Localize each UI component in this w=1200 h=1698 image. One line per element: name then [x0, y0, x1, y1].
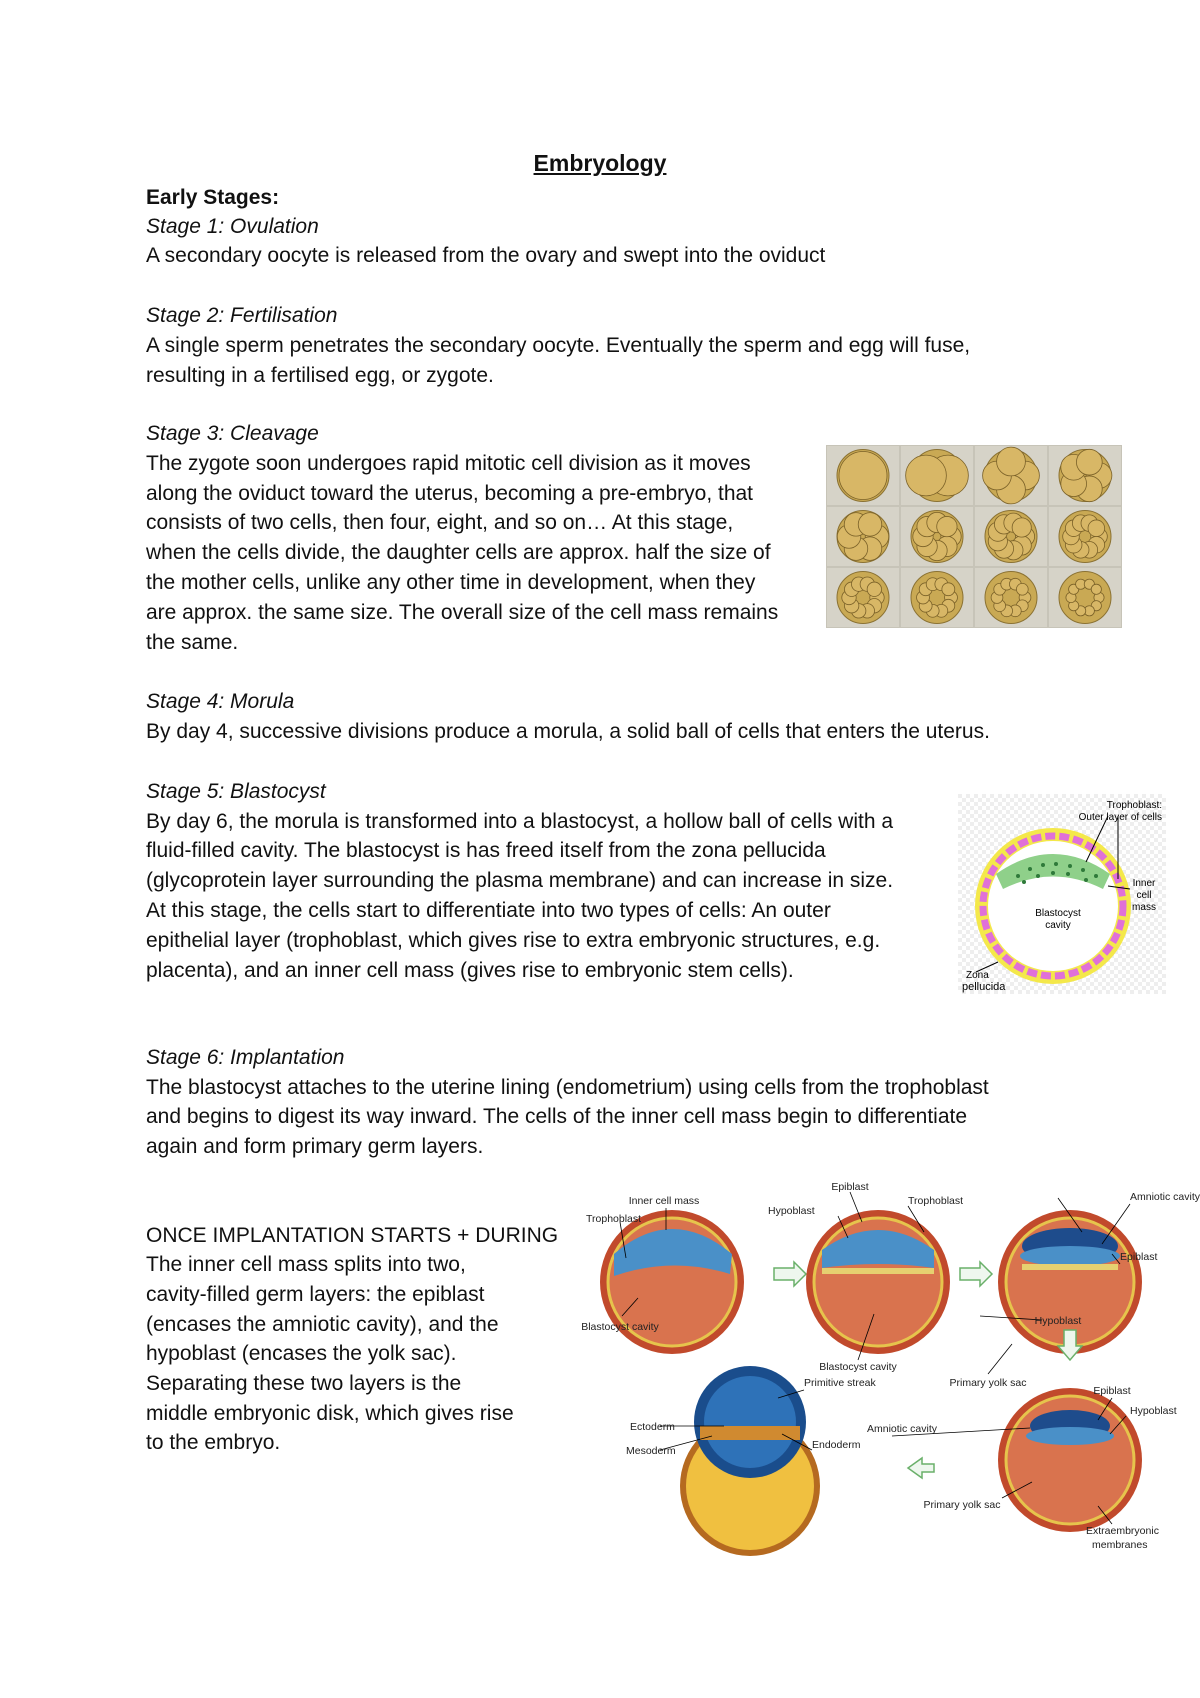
implantation-line: (encases the amniotic cavity), and the: [146, 1313, 499, 1336]
stage-6-line: The blastocyst attaches to the uterine lining (endometrium) using cells from the trophoblast: [146, 1076, 989, 1099]
stage-1-line: A secondary oocyte is released from the ovary and swept into the oviduct: [146, 244, 826, 267]
blastomere: [937, 516, 957, 536]
label-primary-yolk-sac-2: Primary yolk sac: [923, 1499, 1001, 1511]
stage-1-heading: Stage 1: Ovulation: [146, 215, 319, 238]
label-amniotic-cavity: Amniotic cavity: [1130, 1191, 1200, 1203]
label-pellucida: pellucida: [962, 981, 1006, 993]
implantation-line: middle embryonic disk, which gives rise: [146, 1402, 514, 1425]
label-primitive-streak: Primitive streak: [804, 1377, 876, 1389]
stage-5-line: (glycoprotein layer surrounding the plasma membrane) and can increase in size.: [146, 869, 894, 892]
blastomere: [867, 582, 881, 596]
label-ectoderm: Ectoderm: [630, 1421, 675, 1433]
stage-3-line: when the cells divide, the daughter cells are approx. half the size of: [146, 541, 771, 564]
blastomere: [1076, 449, 1102, 475]
stage-5-heading: Stage 5: Blastocyst: [146, 780, 326, 803]
stage-6-line: again and form primary germ layers.: [146, 1135, 484, 1158]
blastomere: [1012, 518, 1031, 537]
arrow-right-icon: [774, 1262, 806, 1286]
label-cavity: cavity: [1045, 920, 1071, 931]
implantation-line: The inner cell mass splits into two,: [146, 1253, 466, 1276]
blastomere: [1091, 584, 1101, 594]
label-blastocyst-cavity: Blastocyst cavity: [581, 1321, 659, 1333]
label-epiblast-2: Epiblast: [1120, 1251, 1158, 1263]
stage-3-line: the same.: [146, 631, 239, 654]
label-epiblast: Epiblast: [831, 1181, 869, 1193]
stage-6-heading: Stage 6: Implantation: [146, 1046, 345, 1069]
label-mass: mass: [1132, 902, 1156, 913]
implantation-line: Separating these two layers is the: [146, 1372, 462, 1395]
label-amniotic-cavity-2: Amniotic cavity: [866, 1423, 938, 1435]
label-trophoblast: Trophoblast:: [1106, 800, 1162, 811]
label-trophoblast-2: Trophoblast: [908, 1195, 964, 1207]
stage-2-line: resulting in a fertilised egg, or zygote.: [146, 364, 494, 387]
implantation-line: hypoblast (encases the yolk sac).: [146, 1342, 457, 1365]
blastomere: [858, 513, 882, 537]
stage-2-heading: Stage 2: Fertilisation: [146, 304, 338, 327]
label-inner: Inner: [1132, 878, 1156, 889]
stage-5-line: At this stage, the cells start to differentiate into two types of cells: An outer: [146, 899, 831, 922]
implantation-diagram: [581, 1164, 1200, 1552]
label-outer-layer: Outer layer of cells: [1078, 812, 1162, 823]
embryo-stage-5: [680, 1366, 820, 1556]
section-heading-early-stages: Early Stages:: [146, 186, 280, 209]
label-inner-cell-mass: Inner cell mass: [628, 1195, 700, 1207]
blastomere: [997, 447, 1026, 476]
stage-3-line: consists of two cells, then four, eight, and so on… At this stage,: [146, 511, 734, 534]
stage-6-line: and begins to digest its way inward. The cells of the inner cell mass begin to differentiate: [146, 1105, 968, 1128]
label-blastocyst: Blastocyst: [1035, 908, 1081, 919]
stage-3-line: are approx. the same size. The overall size of the cell mass remains: [146, 601, 779, 624]
arrow-left-icon: [908, 1458, 934, 1478]
stage-4-line: By day 4, successive divisions produce a morula, a solid ball of cells that enters the uterus.: [146, 720, 990, 743]
stage-5-line: epithelial layer (trophoblast, which gives rise to extra embryonic structures, e.g.: [146, 929, 881, 952]
embryo-stage-2: [806, 1210, 950, 1354]
label-trophoblast: Trophoblast: [586, 1213, 642, 1225]
label-hypoblast-2: Hypoblast: [1034, 1315, 1082, 1327]
blastomere: [1088, 520, 1105, 537]
blastomere: [1016, 583, 1028, 595]
stage-5-line: By day 6, the morula is transformed into a blastocyst, a hollow ball of cells with a: [146, 810, 894, 833]
label-endoderm: Endoderm: [812, 1439, 861, 1451]
label-cell: cell: [1136, 890, 1152, 901]
blastocyst-diagram: [958, 794, 1166, 994]
implantation-line: to the embryo.: [146, 1431, 281, 1454]
label-primary-yolk-sac: Primary yolk sac: [949, 1377, 1027, 1389]
stage-5-line: fluid-filled cavity. The blastocyst is has freed itself from the zona pellucida: [146, 839, 826, 862]
label-hypoblast-3: Hypoblast: [1130, 1405, 1177, 1417]
stage-4-heading: Stage 4: Morula: [146, 690, 295, 713]
label-mesoderm: Mesoderm: [626, 1445, 676, 1457]
label-zona: Zona: [966, 970, 989, 981]
stage-3-line: the mother cells, unlike any other time in development, when they: [146, 571, 756, 594]
stage-3-line: along the oviduct toward the uterus, becoming a pre-embryo, that: [146, 482, 754, 505]
label-hypoblast: Hypoblast: [768, 1205, 815, 1217]
embryo-stage-4: [998, 1388, 1142, 1532]
label-extraembryonic: Extraembryonic: [1086, 1525, 1159, 1537]
blastomere: [906, 455, 947, 496]
blastomere: [839, 452, 887, 500]
page-title: Embryology: [533, 150, 667, 176]
stage-3-line: The zygote soon undergoes rapid mitotic cell division as it moves: [146, 452, 751, 475]
blastomere: [942, 583, 955, 596]
label-epiblast-3: Epiblast: [1093, 1385, 1131, 1397]
arrow-right-icon: [960, 1262, 992, 1286]
label-membranes: membranes: [1092, 1539, 1148, 1551]
stage-5-line: placenta), and an inner cell mass (gives rise to embryonic stem cells).: [146, 959, 794, 982]
label-blastocyst-cavity-2: Blastocyst cavity: [819, 1361, 897, 1373]
implantation-heading: ONCE IMPLANTATION STARTS + DURING: [146, 1224, 559, 1247]
cleavage-micrograph-grid: [826, 445, 1122, 628]
stage-2-line: A single sperm penetrates the secondary oocyte. Eventually the sperm and egg will fuse,: [146, 334, 971, 357]
implantation-line: cavity-filled germ layers: the epiblast: [146, 1283, 485, 1306]
stage-3-heading: Stage 3: Cleavage: [146, 422, 319, 445]
